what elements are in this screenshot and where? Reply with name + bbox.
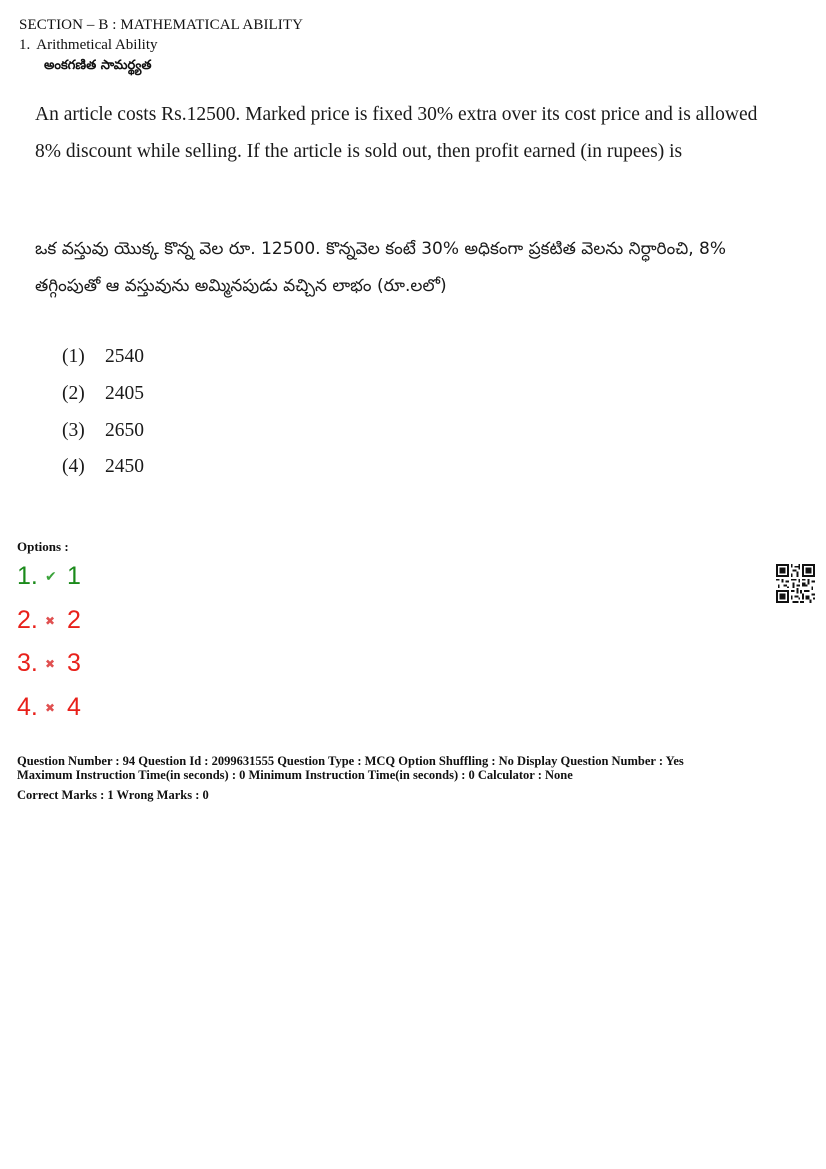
subsection-title-te: అంకగణిత సామర్థ్యత: [44, 58, 152, 73]
answer-choice-value: 2405: [105, 383, 144, 404]
answer-choice-number: (4): [62, 456, 85, 477]
option-value: 1: [67, 562, 81, 590]
answer-choice-number: (3): [62, 420, 85, 441]
option-number: 4.: [17, 693, 38, 721]
cross-icon: ✖: [45, 657, 56, 671]
answer-choice: [62, 419, 144, 443]
check-icon: ✔: [45, 569, 57, 585]
question-text-en: An article costs Rs.12500. Marked price is fixed 30% extra over its cost price and is allowed 8% discount while selling. If the article is sold out, then profit earned (in rupees) is: [35, 104, 758, 162]
cross-icon: ✖: [45, 614, 56, 628]
answer-choice-value: 2540: [105, 346, 144, 367]
cross-icon: ✖: [45, 701, 56, 715]
option-number: 3.: [17, 649, 38, 677]
subsection-title: [19, 36, 157, 54]
option-value: 4: [67, 693, 81, 721]
qr-code-icon: [776, 564, 815, 603]
answer-choice-number: (1): [62, 346, 85, 367]
answer-choice: [62, 455, 144, 479]
section-title: SECTION – B : MATHEMATICAL ABILITY: [19, 17, 304, 33]
answer-choice: [62, 345, 144, 369]
answer-choice-value: 2650: [105, 420, 144, 441]
subsection-number: 1.: [19, 37, 31, 53]
options-label: Options :: [17, 539, 69, 554]
option-wrong: [17, 648, 81, 679]
answer-choice-number: (2): [62, 383, 85, 404]
option-correct: [17, 561, 81, 592]
option-wrong: [17, 605, 81, 636]
option-value: 2: [67, 606, 81, 634]
option-wrong: [17, 692, 81, 723]
question-metadata-line: Maximum Instruction Time(in seconds) : 0 Minimum Instruction Time(in seconds) : 0 Calculator : None: [17, 768, 573, 782]
answer-choice: [62, 382, 144, 406]
option-value: 3: [67, 649, 81, 677]
marks-line: Correct Marks : 1 Wrong Marks : 0: [17, 788, 209, 802]
question-text-te: ఒక వస్తువు యొక్క కొన్న వెల రూ. 12500. కొన్నవెల కంటే 30% అధికంగా ప్రకటిత వెలను నిర్ధారించి, 8% తగ్గింపుతో ఆ వస్తువును అమ్మినపుడు వచ్చిన లాభం (రూ.లలో): [35, 239, 726, 296]
option-number: 1.: [17, 562, 38, 590]
answer-choice-value: 2450: [105, 456, 144, 477]
option-number: 2.: [17, 606, 38, 634]
question-metadata-line: Question Number : 94 Question Id : 2099631555 Question Type : MCQ Option Shuffling : No Display Question Number : Yes: [17, 754, 684, 768]
subsection-title-en: Arithmetical Ability: [36, 37, 158, 53]
